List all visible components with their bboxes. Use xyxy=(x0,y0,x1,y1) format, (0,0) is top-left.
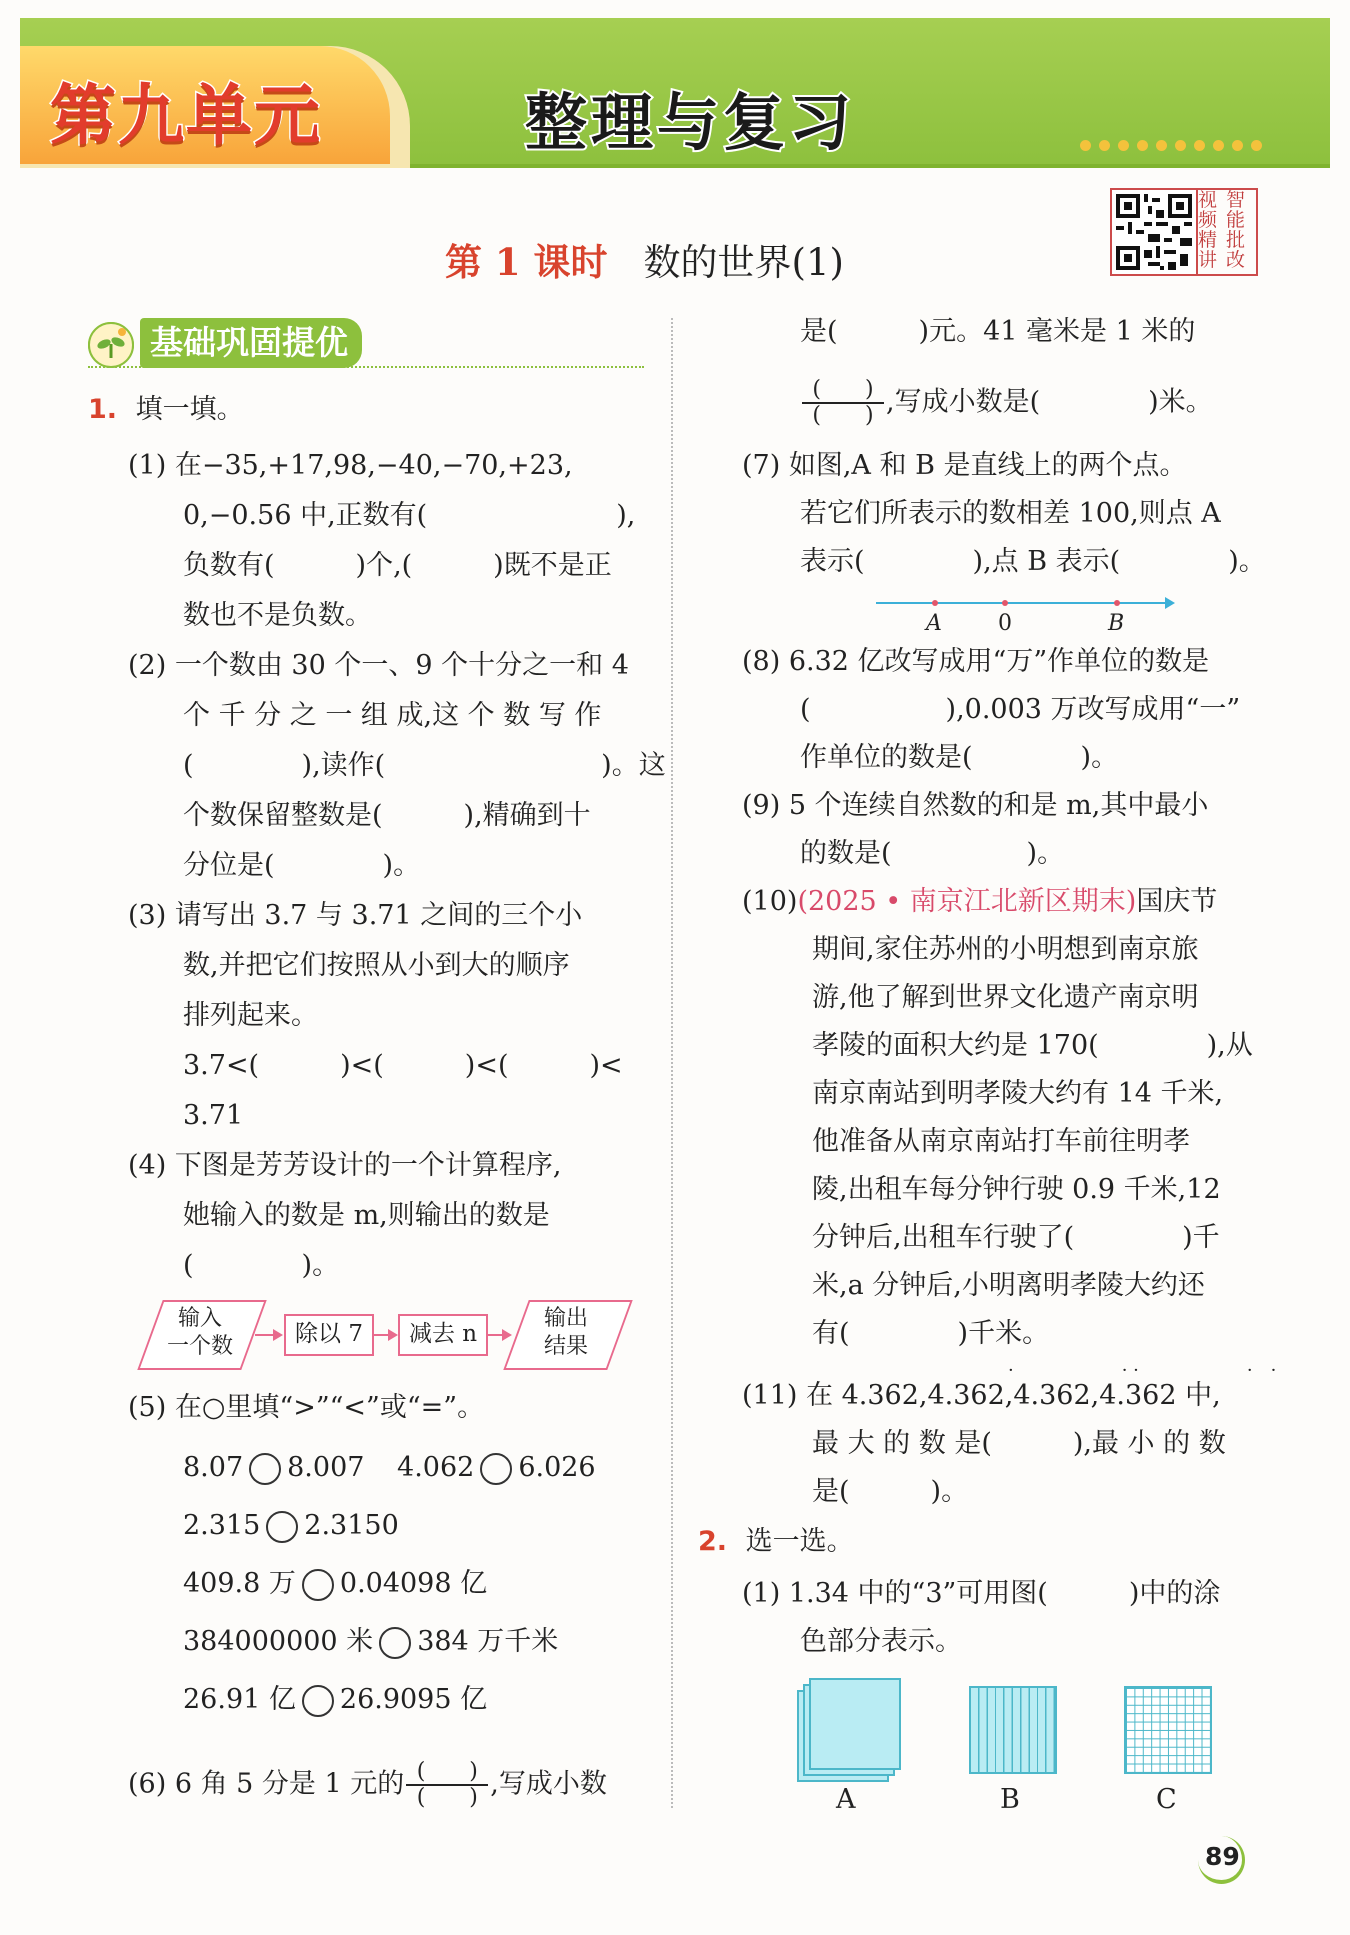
compare-row: 8.07 8.007 4.062 6.026 xyxy=(183,1452,596,1483)
flow-step-divide: 除以 7 xyxy=(284,1314,374,1356)
q1-10-line: 米,a 分钟后,小明离明孝陵大约还 xyxy=(812,1270,1205,1301)
compare-circle[interactable] xyxy=(249,1453,281,1485)
q1-3-line: 3.71 xyxy=(183,1100,244,1131)
q1-4-line: ( )。 xyxy=(183,1250,340,1281)
q1-6-line: (6) 6 角 5 分是 1 元的$\frac{( )}{( )}$,写成小数 xyxy=(128,1759,607,1810)
unit-banner xyxy=(20,18,1330,168)
seedling-icon xyxy=(88,322,134,368)
lesson-name: 数的世界(1) xyxy=(643,241,844,284)
q1-10-line: 期间,家住苏州的小明想到南京旅 xyxy=(812,934,1199,965)
q1-2-line: ( ),读作( )。这 xyxy=(183,750,666,781)
option-b-grid xyxy=(969,1686,1057,1774)
q1-6-cont2: $\frac{( )}{( )}$,写成小数是( )米。 xyxy=(800,378,1213,428)
question-title: 填一填。 xyxy=(135,394,244,425)
q1-2-line: 个 千 分 之 一 组 成,这 个 数 写 作 xyxy=(183,700,602,731)
question-1-heading xyxy=(88,392,244,428)
option-c-grid xyxy=(1124,1686,1212,1774)
flow-arrow xyxy=(372,1334,396,1336)
q1-8-line: ( ),0.003 万改写成用“一” xyxy=(800,694,1241,725)
decorative-dots xyxy=(1080,136,1270,155)
q1-10-first-line: (10)(2025 • 南京江北新区期末)国庆节 xyxy=(742,886,1218,917)
qr-caption xyxy=(1195,188,1258,276)
q1-9-line: 的数是( )。 xyxy=(800,838,1065,869)
question-2-heading xyxy=(698,1524,854,1560)
section-label: 基础巩固提优 xyxy=(140,318,362,368)
q1-1-line: 数也不是负数。 xyxy=(183,600,372,631)
section-underline xyxy=(88,366,644,368)
question-number: 2. xyxy=(698,1526,728,1557)
option-a-square xyxy=(809,1678,901,1770)
q1-3-line: 3.7<( )<( )<( )< xyxy=(183,1050,623,1081)
q1-2-line: 个数保留整数是( ),精确到十 xyxy=(183,800,591,831)
compare-circle[interactable] xyxy=(266,1511,298,1543)
q1-8-line: (8) 6.32 亿改写成用“万”作单位的数是 xyxy=(742,646,1210,677)
q1-5-title: (5) 在○里填“>”“<”或“=”。 xyxy=(128,1392,485,1423)
label-zero: 0 xyxy=(998,611,1012,636)
q1-10-line: 陵,出租车每分钟行驶 0.9 千米,12 xyxy=(812,1174,1221,1205)
q1-10-line: 孝陵的面积大约是 170( ),从 xyxy=(812,1030,1253,1061)
q1-3-line: (3) 请写出 3.7 与 3.71 之间的三个小 xyxy=(128,900,583,931)
q1-10-line: 他准备从南京南站打车前往明孝 xyxy=(812,1126,1190,1157)
q1-10-line: 有( )千米。 xyxy=(812,1318,1050,1349)
compare-circle[interactable] xyxy=(379,1627,411,1659)
compare-circle[interactable] xyxy=(480,1453,512,1485)
qr-code-icon[interactable] xyxy=(1110,188,1198,276)
q1-7-line: 表示( ),点 B 表示( )。 xyxy=(800,546,1266,577)
flow-arrow xyxy=(486,1334,510,1336)
qr-caption-video: 视频精讲 xyxy=(1198,189,1218,271)
question-title: 选一选。 xyxy=(745,1526,854,1557)
q1-7-line: 若它们所表示的数相差 100,则点 A xyxy=(800,498,1221,529)
compare-row: 409.8 万 0.04098 亿 xyxy=(183,1568,488,1599)
qr-caption-grading: 智能批改 xyxy=(1226,189,1246,271)
flow-arrow xyxy=(255,1334,281,1336)
lesson-title xyxy=(445,232,844,286)
q1-11-line: 最 大 的 数 是( ),最 小 的 数 xyxy=(812,1428,1226,1459)
fraction-blank[interactable]: $\frac{( )}{( )}$ xyxy=(406,1760,488,1810)
repeat-dot-marks: · · · · · xyxy=(1008,1360,1277,1381)
q1-3-line: 排列起来。 xyxy=(183,1000,318,1031)
page-number: 89 xyxy=(1205,1842,1240,1871)
question-number: 1. xyxy=(88,394,118,425)
review-title: 整理与复习 xyxy=(525,86,856,159)
source-tag: (2025 • 南京江北新区期末) xyxy=(797,886,1137,917)
compare-row: 26.91 亿 26.9095 亿 xyxy=(183,1684,488,1715)
q1-9-line: (9) 5 个连续自然数的和是 m,其中最小 xyxy=(742,790,1209,821)
q1-3-line: 数,并把它们按照从小到大的顺序 xyxy=(183,950,570,981)
q1-7-line: (7) 如图,A 和 B 是直线上的两个点。 xyxy=(742,450,1187,481)
q1-4-line: (4) 下图是芳芳设计的一个计算程序, xyxy=(128,1150,562,1181)
q1-8-line: 作单位的数是( )。 xyxy=(800,742,1119,773)
column-divider xyxy=(671,318,673,1808)
q1-2-line: 分位是( )。 xyxy=(183,850,421,881)
q1-10-line: 分钟后,出租车行驶了( )千 xyxy=(812,1222,1220,1253)
q2-1-line: 色部分表示。 xyxy=(800,1626,962,1657)
number-line-axis xyxy=(876,602,1171,604)
label-b: B xyxy=(1108,611,1125,636)
q1-1-line: 负数有( )个,( )既不是正 xyxy=(183,550,612,581)
flow-input-label: 输入 一个数 xyxy=(166,1306,233,1359)
compare-row: 2.315 2.3150 xyxy=(183,1510,399,1541)
page-number-swoosh xyxy=(1198,1836,1245,1884)
fraction-blank[interactable]: $\frac{( )}{( )}$ xyxy=(802,378,884,428)
q1-1-line: (1) 在−35,+17,98,−40,−70,+23, xyxy=(128,450,573,481)
lesson-number: 第 1 课时 xyxy=(445,240,608,284)
compare-circle[interactable] xyxy=(302,1569,334,1601)
label-a: A xyxy=(926,611,942,636)
compare-row: 384000000 米 384 万千米 xyxy=(183,1626,559,1657)
q1-4-line: 她输入的数是 m,则输出的数是 xyxy=(183,1200,550,1231)
q1-11-line: (11) 在 4.362,4.362,4.362,4.362 中, xyxy=(742,1380,1221,1411)
flow-output-label: 输出 结果 xyxy=(543,1306,588,1359)
q1-10-line: 南京南站到明孝陵大约有 14 千米, xyxy=(812,1078,1224,1109)
unit-title: 第九单元 xyxy=(50,77,322,154)
q1-2-line: (2) 一个数由 30 个一、9 个十分之一和 4 xyxy=(128,650,629,681)
flow-step-subtract: 减去 n xyxy=(398,1314,488,1356)
q1-1-line: 0,−0.56 中,正数有( ), xyxy=(183,500,636,531)
q2-1-line: (1) 1.34 中的“3”可用图( )中的涂 xyxy=(742,1578,1221,1609)
q1-10-line: 游,他了解到世界文化遗产南京明 xyxy=(812,982,1199,1013)
compare-circle[interactable] xyxy=(302,1685,334,1717)
q1-6-cont: 是( )元。41 毫米是 1 米的 xyxy=(800,316,1196,347)
q1-11-line: 是( )。 xyxy=(812,1476,969,1507)
